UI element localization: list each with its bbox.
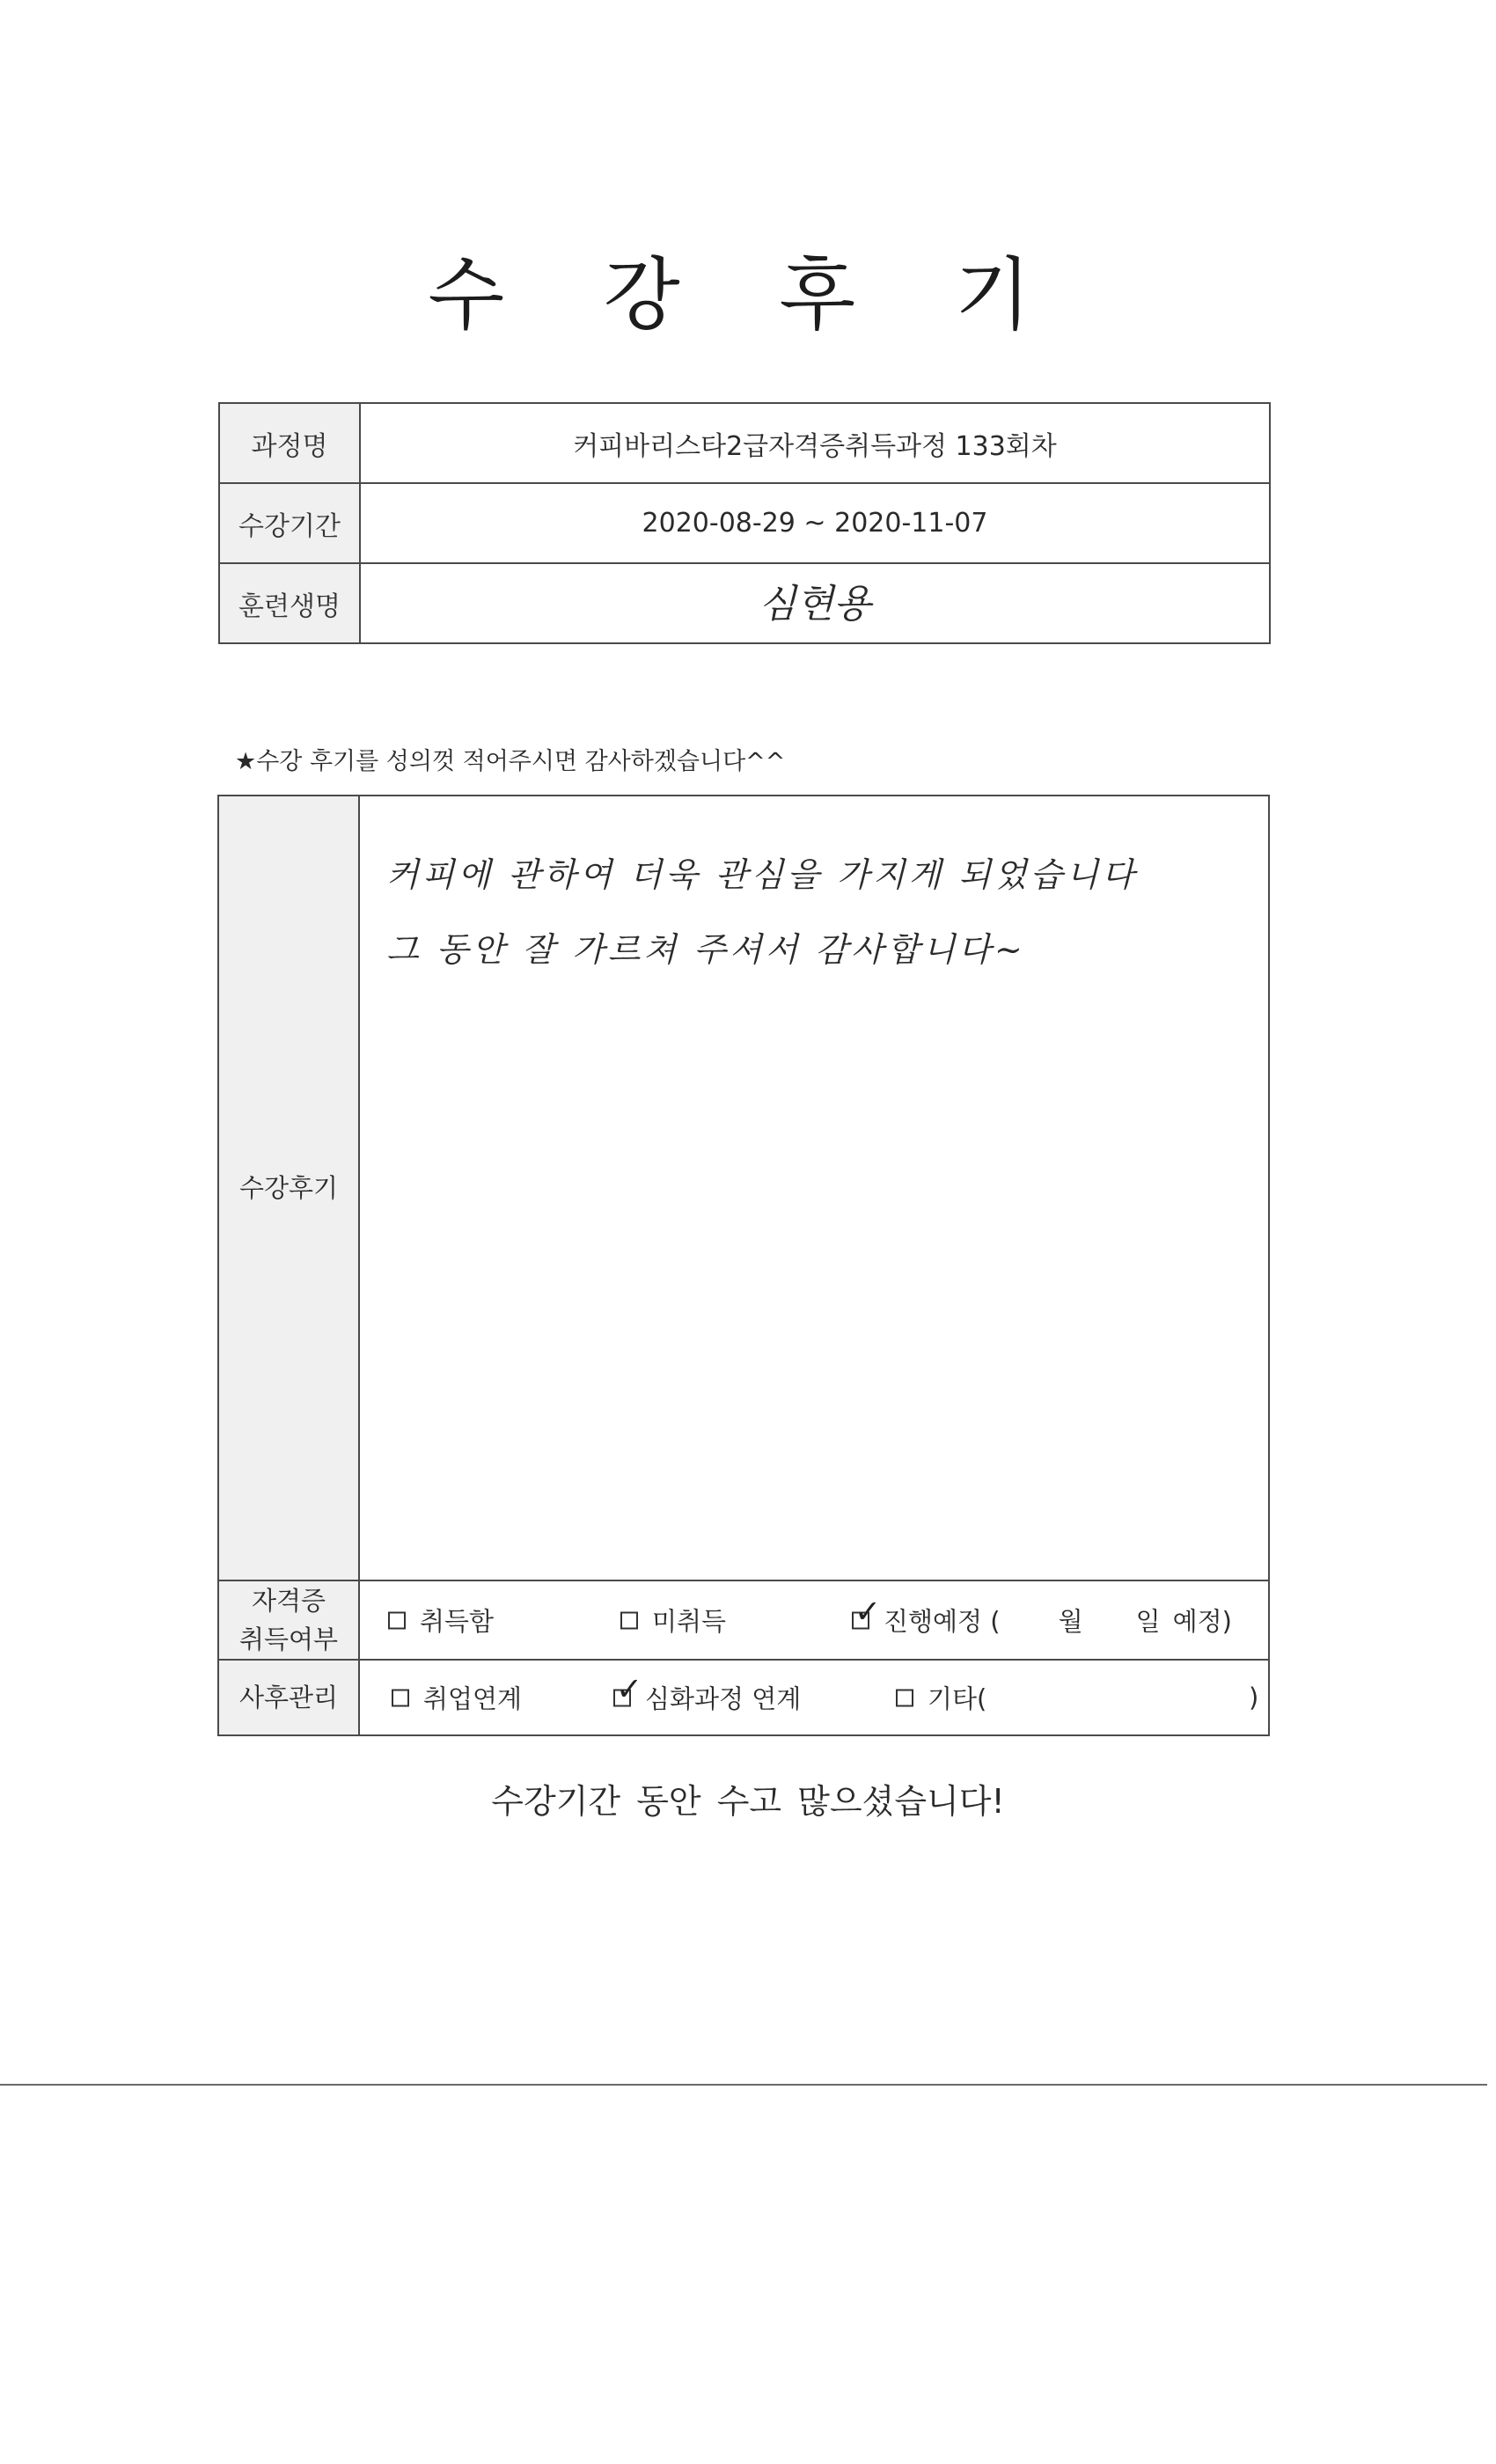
aftercare-options	[359, 1660, 1269, 1735]
checkbox-icon[interactable]	[388, 1611, 406, 1629]
cert-option-not-acquired-label: 미취득	[652, 1606, 727, 1637]
checkbox-icon[interactable]	[392, 1689, 409, 1706]
checkbox-checked-icon[interactable]	[852, 1611, 869, 1629]
checkbox-icon[interactable]	[896, 1689, 913, 1706]
closing-message: 수강기간 동안 수고 많으셨습니다!	[491, 1782, 1005, 1821]
trainee-row	[219, 563, 1270, 643]
review-table	[217, 795, 1270, 1736]
aftercare-option-other-label: 기타(	[928, 1683, 987, 1714]
cert-option-acquired-label: 취득함	[420, 1606, 495, 1637]
checkbox-icon[interactable]	[620, 1611, 638, 1629]
aftercare-option-advanced-label: 심화과정 연계	[645, 1683, 802, 1714]
certificate-row	[218, 1580, 1269, 1660]
aftercare-close-paren: )	[1249, 1683, 1259, 1712]
trainee-cell	[360, 563, 1270, 643]
aftercare-option-employment-label: 취업연계	[423, 1683, 523, 1714]
certificate-options	[359, 1580, 1269, 1660]
aftercare-label: 사후관리	[218, 1660, 359, 1735]
certificate-label-line2: 취득여부	[238, 1624, 339, 1654]
course-row	[219, 403, 1270, 483]
cert-option-planned-label: 진행예정 (	[884, 1606, 1001, 1637]
page-title: 수 강 후 기	[428, 249, 1068, 341]
course-label: 과정명	[219, 403, 360, 483]
certificate-label-line1: 자격증	[251, 1586, 326, 1616]
trainee-signature: 심현용	[759, 581, 871, 627]
period-label: 수강기간	[219, 483, 360, 563]
review-label: 수강후기	[218, 796, 359, 1580]
period-row	[219, 483, 1270, 563]
certificate-label	[218, 1580, 359, 1660]
scan-edge-divider	[0, 2084, 1487, 2086]
aftercare-option-advanced[interactable]	[613, 1680, 801, 1716]
review-notice: ★수강 후기를 성의껏 적어주시면 감사하겠습니다^^	[235, 748, 786, 775]
cert-option-not-acquired[interactable]	[620, 1602, 726, 1639]
aftercare-row	[218, 1660, 1269, 1735]
review-line-2: 그 동안 잘 가르쳐 주셔서 감사합니다~	[386, 930, 1026, 969]
cert-option-planned[interactable]	[852, 1602, 1232, 1639]
cert-option-acquired[interactable]	[388, 1602, 494, 1639]
aftercare-option-other[interactable]	[896, 1680, 986, 1716]
course-info-table	[218, 402, 1271, 644]
review-row	[218, 796, 1269, 1580]
aftercare-option-employment[interactable]	[392, 1680, 522, 1716]
course-value: 커피바리스타2급자격증취득과정 133회차	[360, 403, 1270, 483]
checkbox-checked-icon[interactable]	[613, 1689, 631, 1706]
review-line-1: 커피에 관하여 더욱 관심을 가지게 되었습니다	[386, 855, 1138, 894]
cert-day-label: 일	[1135, 1606, 1161, 1637]
period-value: 2020-08-29 ~ 2020-11-07	[360, 483, 1270, 563]
cert-month-label: 월	[1058, 1606, 1083, 1637]
cert-planned-suffix: 예정)	[1172, 1606, 1232, 1637]
trainee-label: 훈련생명	[219, 563, 360, 643]
review-body	[359, 796, 1269, 1580]
